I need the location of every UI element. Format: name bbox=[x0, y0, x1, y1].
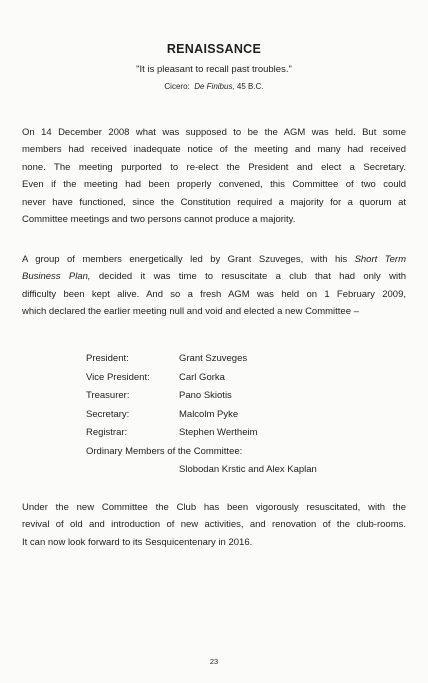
paragraph-line: It can now look forward to its Sesquicentenary in 2016. bbox=[22, 536, 253, 548]
committee-name: Carl Gorka bbox=[179, 371, 225, 383]
citation-author: Cicero: bbox=[164, 82, 190, 91]
committee-name: Grant Szuveges bbox=[179, 353, 248, 364]
paragraph-resuscitation bbox=[22, 499, 406, 551]
line-text: A group of members energetically led by Grant Szuveges, with his bbox=[22, 254, 348, 265]
epigraph-quote: "It is pleasant to recall past troubles." bbox=[136, 64, 292, 75]
paragraph-agm-2008 bbox=[22, 124, 406, 228]
committee-role: Vice President: bbox=[86, 371, 150, 383]
committee-role: Secretary: bbox=[86, 408, 130, 420]
paragraph-line: which declared the earlier meeting null and void and elected a new Committee – bbox=[22, 306, 359, 318]
plan-title-part2: Business Plan, bbox=[22, 271, 91, 283]
ordinary-members-label: Ordinary Members of the Committee: bbox=[86, 445, 243, 457]
paragraph-line: Under the new Committee the Club has been vigorously resuscitated, with the bbox=[22, 502, 406, 513]
document-title: RENAISSANCE bbox=[166, 42, 262, 56]
committee-list bbox=[86, 350, 386, 480]
paragraph-line: Even if the meeting had been properly convened, this Committee of two could bbox=[22, 179, 406, 191]
line-text: decided it was time to resuscitate a club that had only with bbox=[98, 271, 407, 283]
committee-role: Treasurer: bbox=[86, 390, 130, 401]
paragraph-line: On 14 December 2008 what was supposed to be the AGM was held. But some bbox=[22, 127, 406, 138]
committee-role: Registrar: bbox=[86, 427, 128, 438]
paragraph-line bbox=[22, 268, 406, 285]
committee-row bbox=[86, 369, 386, 388]
ordinary-members-names: Slobodan Krstic and Alex Kaplan bbox=[179, 464, 317, 475]
paragraph-line: revival of old and introduction of new activities, and renovation of the club-rooms. bbox=[22, 519, 406, 531]
citation-work: De Finibus, bbox=[194, 82, 235, 91]
paragraph-line bbox=[22, 251, 406, 268]
plan-title-part1: Short Term bbox=[354, 254, 406, 265]
committee-name: Stephen Wertheim bbox=[179, 427, 258, 438]
committee-row bbox=[86, 424, 386, 443]
paragraph-agm-2009 bbox=[22, 251, 406, 321]
committee-name: Pano Skiotis bbox=[179, 390, 232, 401]
committee-name: Malcolm Pyke bbox=[179, 408, 239, 420]
committee-row bbox=[86, 406, 386, 425]
paragraph-line: never have functioned, since the Constitution required a majority for a quorum at bbox=[22, 196, 406, 208]
paragraph-line: members had received inadequate notice of the meeting and many had received bbox=[22, 144, 406, 156]
committee-role: President: bbox=[86, 353, 129, 364]
paragraph-line: Committee meetings and two persons cannot produce a majority. bbox=[22, 214, 296, 226]
epigraph-citation bbox=[0, 82, 428, 91]
paragraph-line: none. The meeting purported to re-elect the President and elect a Secretary. bbox=[22, 161, 406, 173]
committee-row bbox=[86, 387, 386, 406]
page-number: 23 bbox=[209, 657, 219, 666]
paragraph-line: difficulty been kept alive. And so a fresh AGM was held on 1 February 2009, bbox=[22, 288, 406, 300]
committee-row bbox=[86, 350, 386, 369]
citation-date: 45 B.C. bbox=[236, 82, 264, 91]
